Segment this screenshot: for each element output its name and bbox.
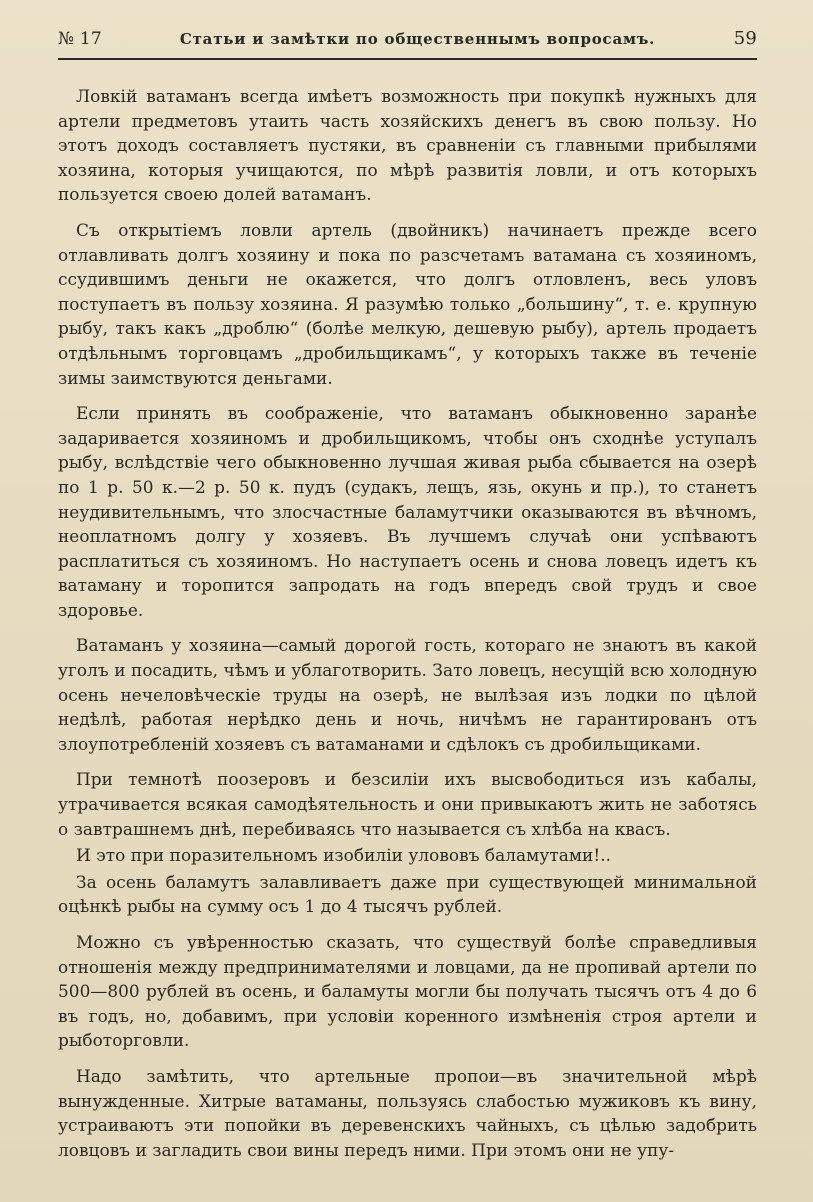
paragraph: И это при поразительномъ изобиліи улововъ баламутами!.. [76, 845, 612, 866]
paragraph: Ловкій ватаманъ всегда имѣетъ возможность при покупкѣ нужныхъ для артели предметовъ утаить часть хозяйскихъ денегъ въ свою пользу. Но этотъ доходъ составляетъ пустяки, въ сравненіи съ главными прибылями хозяина, которыя учищаются, по мѣрѣ развитія ловли, и отъ которыхъ пользуется своею долей ватаманъ. [58, 86, 757, 205]
section-title: Статьи и замѣтки по общественнымъ вопросамъ. [179, 30, 656, 48]
paragraph: За осень баламутъ залавливаетъ даже при существующей минимальной оцѣнкѣ рыбы на сумму осъ 1 до 4 тысячъ рублей. [58, 871, 757, 917]
paragraph: Надо замѣтить, что артельные пропои—въ значительной мѣрѣ вынужденные. Хитрые ватаманы, пользуясь слабостью мужиковъ къ вину, устраиваютъ эти попойки въ деревенскихъ чайныхъ, съ цѣлью задобрить ловцовъ и загладить свои вины передъ ними. При этомъ они не упу- [58, 1065, 757, 1160]
paragraph: При темнотѣ поозеровъ и безсилiи ихъ высвободиться изъ кабалы, утрачивается всякая самодѣятельность и они привыкаютъ жить не заботясь о завтрашнемъ днѣ, перебиваясь что называется съ хлѣба на квасъ. [58, 769, 757, 839]
paragraph: Съ открытіемъ ловли артель (двойникъ) начинаетъ прежде всего отлавливать долгъ хозяину и пока по разсчетамъ ватамана съ хозяиномъ, ссудившимъ деньги не окажется, что долгъ отловленъ, весь уловъ поступаетъ въ пользу хозяина. Я разумѣю только „большину“, т. е. крупную рыбу, такъ какъ „дроблю“ (болѣе мелкую, дешевую рыбу), артель продаетъ отдѣльнымъ торговцамъ „дробильщикамъ“, у которыхъ также въ теченіе зимы заимствуются деньгами. [58, 219, 757, 388]
paragraph: Если принять въ соображеніе, что ватаманъ обыкновенно заранѣе задаривается хозяиномъ и дробильщикомъ, чтобы онъ сходнѣе уступалъ рыбу, вслѣдствіе чего обыкновенно лучшая живая рыба сбывается на озерѣ по 1 р. 50 к.—2 р. 50 к. пудъ (судакъ, лещъ, язь, окунь и пр.), то станетъ неудивительнымъ, что злосчастные баламутчики оказываются въ вѣчномъ, неоплатномъ долгу у хозяевъ. Въ лучшемъ случаѣ они успѣваютъ расплатиться съ хозяиномъ. Но наступаетъ осень и снова ловецъ идетъ къ ватаману и торопится запродать на годъ впередъ свой трудъ и свое здоровье. [58, 403, 757, 620]
article-body [58, 84, 757, 1162]
page-number: 59 [733, 28, 757, 49]
running-header [58, 28, 757, 54]
paragraph: Можно съ увѣренностью сказать, что существуй болѣе справедливыя отношенія между предпринимателями и ловцами, да не пропивай артели по 500—800 рублей въ осень, и баламуты могли бы получать тысячъ отъ 4 до 6 въ годъ, но, добавимъ, при условіи коренного измѣненія строя артели и рыботорговли. [58, 932, 757, 1051]
paragraph: Ватаманъ у хозяина—самый дорогой гость, котораго не знаютъ въ какой уголъ и посадить, чѣмъ и ублаготворить. Зато ловецъ, несущій всю холодную осень нечеловѣческіе труды на озерѣ, не вылѣзая изъ лодки по цѣлой недѣлѣ, работая нерѣдко день и ночь, ничѣмъ не гарантированъ отъ злоупотребленій хозяевъ съ ватаманами и сдѣлокъ съ дробильщиками. [58, 635, 757, 754]
issue-number: № 17 [58, 29, 102, 49]
header-rule [58, 58, 757, 60]
